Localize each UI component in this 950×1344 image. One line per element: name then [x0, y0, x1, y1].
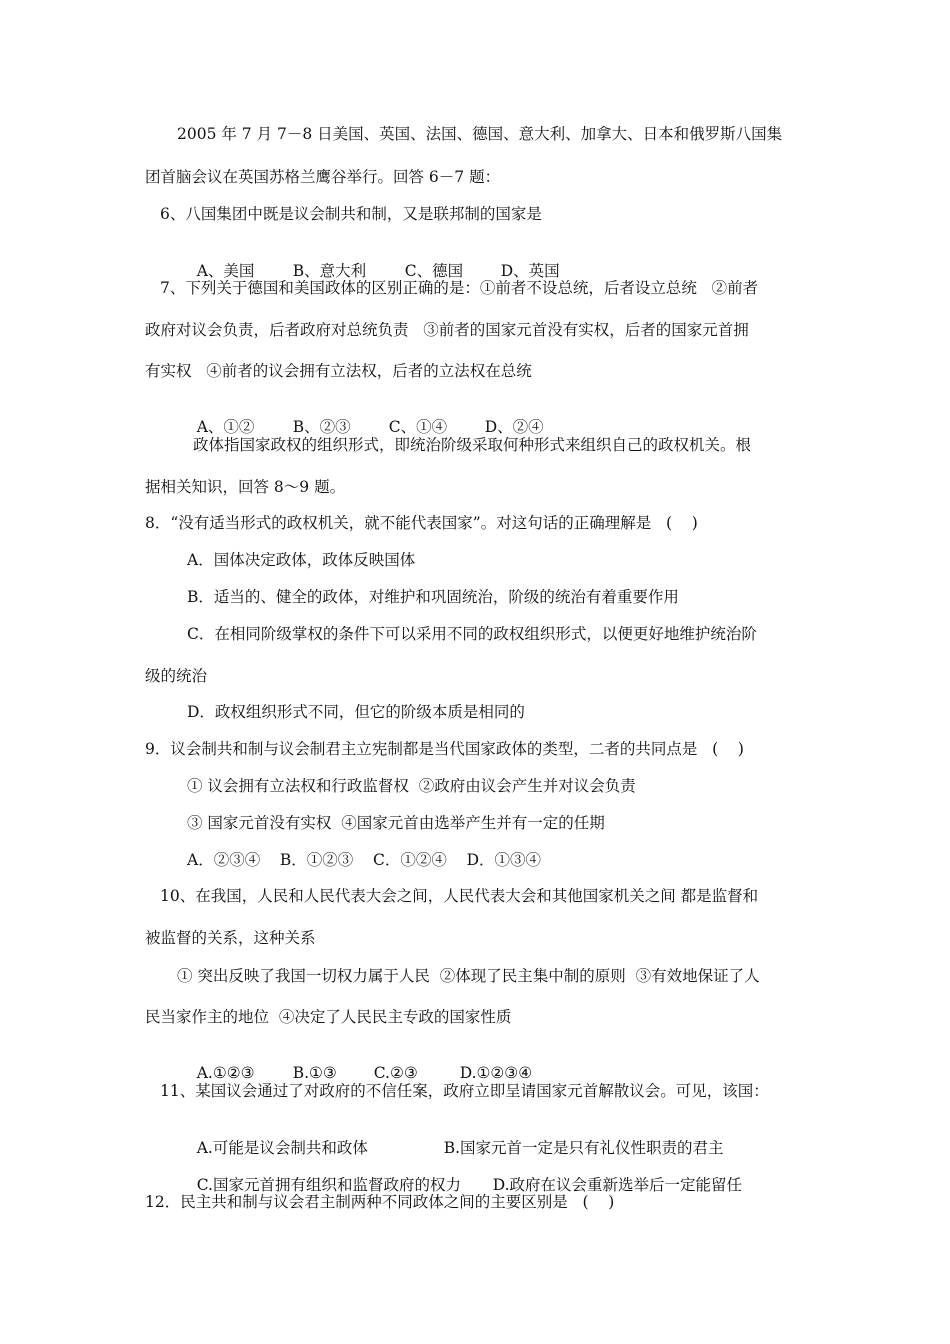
question-9-options: A．②③④ B．①②③ C．①②④ D．①③④: [187, 851, 541, 869]
question-10-line: 被监督的关系，这种关系: [145, 929, 316, 947]
intro-paragraph-line: 2005 年 7 月 7－8 日美国、英国、法国、德国、意大利、加拿大、日本和俄罗斯八国集: [177, 125, 783, 143]
option-c: C、德国: [404, 262, 464, 280]
question-8-stem: 8．“没有适当形式的政权机关，就不能代表国家”。对这句话的正确理解是 ( ): [145, 514, 698, 532]
option-b: B、意大利: [292, 262, 367, 280]
question-8-option-c: C．在相同阶级掌权的条件下可以采用不同的政权组织形式，以便更好地维护统治阶: [187, 625, 757, 643]
question-8-option-d: D．政权组织形式不同，但它的阶级本质是相同的: [187, 703, 525, 721]
question-7-line: 政府对议会负责，后者政府对总统负责 ③前者的国家元首没有实权，后者的国家元首拥: [145, 321, 749, 339]
option-d: D.①②③④: [459, 1064, 533, 1082]
question-9-statements: ① 议会拥有立法权和行政监督权 ②政府由议会产生并对议会负责: [187, 777, 636, 795]
question-7-line: 有实权 ④前者的议会拥有立法权，后者的立法权在总统: [145, 362, 532, 380]
option-c: C、①④: [388, 418, 448, 436]
option-a: A.①②③: [196, 1064, 255, 1082]
option-d: D、②④: [484, 418, 544, 436]
question-10-statements: 民当家作主的地位 ④决定了人民民主专政的国家性质: [145, 1008, 512, 1026]
question-11-stem: 11、某国议会通过了对政府的不信任案，政府立即呈请国家元首解散议会。可见，该国：: [160, 1082, 769, 1100]
option-b: B.国家元首一定是只有礼仪性职责的君主: [443, 1139, 724, 1157]
option-a: A.可能是议会制共和政体: [196, 1139, 368, 1157]
question-8-option-c-continued: 级的统治: [145, 667, 208, 685]
option-d: D.政府在议会重新选举后一定能留任: [492, 1176, 743, 1194]
option-a: A、美国: [196, 262, 255, 280]
question-9-statements: ③ 国家元首没有实权 ④国家元首由选举产生并有一定的任期: [187, 814, 605, 832]
question-12-stem: 12．民主共和制与议会君主制两种不同政体之间的主要区别是 ( ): [145, 1193, 615, 1211]
option-a: A、①②: [196, 418, 255, 436]
question-8-option-a: A．国体决定政体，政体反映国体: [187, 551, 416, 569]
option-c: C.国家元首拥有组织和监督政府的权力: [196, 1176, 461, 1194]
option-b: B.①③: [292, 1064, 337, 1082]
intro-paragraph-line: 据相关知识，回答 8～9 题。: [145, 478, 346, 496]
question-7-line: 7、下列关于德国和美国政体的区别正确的是：①前者不设总统，后者设立总统 ②前者: [160, 279, 759, 297]
intro-paragraph-line: 团首脑会议在英国苏格兰鹰谷举行。回答 6－7 题：: [145, 168, 501, 186]
option-b: B、②③: [292, 418, 351, 436]
question-6-stem: 6、八国集团中既是议会制共和制，又是联邦制的国家是: [160, 205, 542, 223]
question-10-statements: ① 突出反映了我国一切权力属于人民 ②体现了民主集中制的原则 ③有效地保证了人: [177, 967, 760, 985]
question-8-option-b: B．适当的、健全的政体，对维护和巩固统治，阶级的统治有着重要作用: [187, 588, 679, 606]
option-c: C.②③: [373, 1064, 418, 1082]
intro-paragraph-line: 政体指国家政权的组织形式，即统治阶级采取何种形式来组织自己的政权机关。根: [193, 436, 752, 454]
question-9-stem: 9．议会制共和制与议会制君主立宪制都是当代国家政体的类型，二者的共同点是 ( ): [145, 740, 744, 758]
option-d: D、英国: [500, 262, 560, 280]
question-10-line: 10、在我国，人民和人民代表大会之间，人民代表大会和其他国家机关之间 都是监督和: [160, 887, 759, 905]
